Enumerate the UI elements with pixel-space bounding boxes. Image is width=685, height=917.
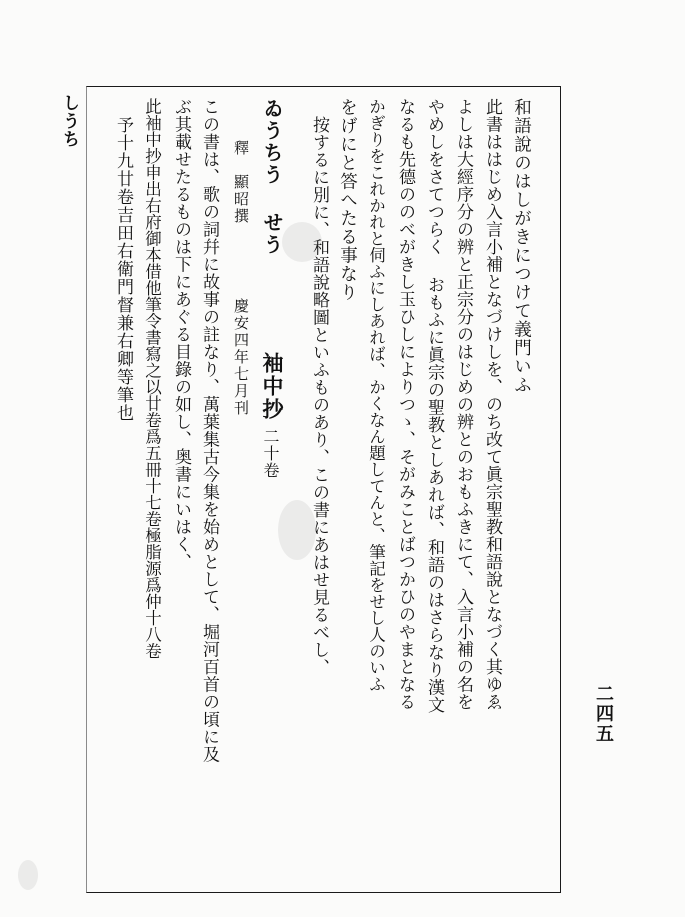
entry-volumes: 二十卷 bbox=[261, 428, 280, 479]
entry-title: 袖中抄 bbox=[260, 352, 285, 421]
text-column: やめしをさてつらく おもふに眞宗の聖教としあれば、和語のはさらなり漢文 bbox=[424, 98, 444, 714]
running-head: しうち bbox=[59, 94, 79, 148]
entry-author: 釋 顯昭撰 bbox=[232, 140, 250, 225]
entry-body-line: 此袖中抄申出右府御本借他筆令書寫之以廿卷爲五冊十七卷極脂源爲仲十八卷 bbox=[142, 98, 162, 659]
entry-body-line: 予十九廿卷吉田右衛門督兼右卿等筆也 bbox=[113, 116, 133, 422]
entry-date: 慶安四年七月刊 bbox=[232, 298, 250, 417]
scan-smudge bbox=[282, 222, 322, 262]
text-column: 此書ははじめ入言小補となづけしを、のち改て眞宗聖教和語說となづく其ゆゑ bbox=[482, 98, 502, 711]
scan-smudge bbox=[278, 500, 316, 560]
text-column: かぎりをこれかれと伺ふにしあれば、かくなん題してんと、筆記をせし人のいふ bbox=[366, 98, 386, 692]
entry-body-line: ぶ其載せたるものは下にあぐる目錄の如し、奥書にいはく、 bbox=[171, 98, 191, 571]
text-column: よしは大經序分の辨と正宗分のはじめの辨とのおもふきにて、入言小補の名を bbox=[453, 98, 473, 711]
entry-headword: ゐうちう せう bbox=[260, 98, 284, 256]
text-column: 按するに別に、和語說略圖といふものあり、この書にあはせ見るべし、 bbox=[309, 116, 329, 676]
scan-smudge bbox=[18, 860, 38, 890]
text-column: 和語說のはしがきにつけて義門いふ bbox=[511, 98, 532, 394]
text-column: なるも先德ののべがきし玉ひしによりつゝ、そがみことばつかひのやまとなる bbox=[395, 98, 415, 711]
text-column: をげにと答へたる事なり bbox=[337, 98, 358, 302]
entry-body-line: この書は、歌の詞幷に故事の註なり、萬葉集古今集を始めとして、堀河百首の頃に及 bbox=[199, 98, 219, 763]
page-number: 二四五 bbox=[593, 684, 614, 744]
